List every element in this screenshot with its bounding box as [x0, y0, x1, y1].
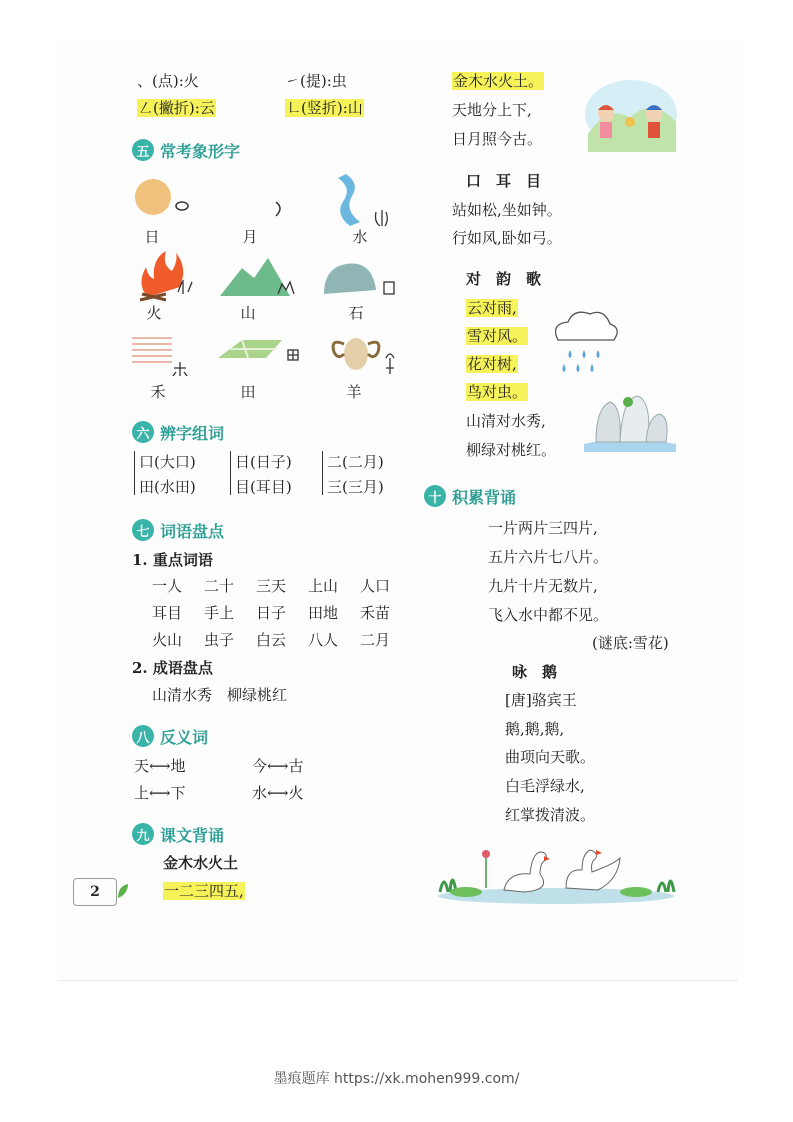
pictograph-label: 山 [240, 304, 256, 322]
section-title: 反义词 [160, 727, 209, 747]
word: 禾苗 [360, 604, 391, 622]
poem-author: [唐]骆宾王 [505, 691, 577, 709]
word-row [152, 575, 412, 597]
stroke-shuzhe: ㇗(竖折):山 [286, 99, 363, 117]
word: 八人 [308, 631, 339, 649]
bianzi-item: 目(耳目) [235, 478, 292, 496]
section-number-badge: 五 [132, 139, 154, 161]
pictograph-label: 禾 [150, 383, 166, 401]
section-title: 常考象形字 [160, 141, 241, 161]
pictograph-label: 石 [348, 304, 364, 322]
word: 一人 [152, 577, 183, 595]
poem-line: 白毛浮绿水, [505, 777, 585, 795]
poem-line: 行如风,卧如弓。 [452, 229, 562, 247]
stroke-piezhe: ㇜(撇折):云 [138, 99, 215, 117]
poem-line: 柳绿对桃红。 [466, 441, 557, 459]
poem-title: 咏 鹅 [512, 663, 558, 681]
section-title: 词语盘点 [160, 521, 225, 541]
poem-line: 鹅,鹅,鹅, [505, 720, 565, 738]
section-5-header [132, 136, 240, 164]
section-8-header [132, 722, 208, 750]
pictograph-label: 水 [352, 228, 368, 246]
poem-line: 曲项向天歌。 [505, 748, 596, 766]
children-illustration [584, 74, 678, 160]
section-title: 积累背诵 [452, 487, 517, 507]
pictograph-label: 田 [240, 383, 256, 401]
word: 白云 [256, 631, 287, 649]
mountain-water-icon [580, 392, 680, 452]
word: 火山 [152, 631, 183, 649]
antonym-pair: 今⟷古 [252, 757, 304, 775]
section-number-badge: 六 [132, 421, 154, 443]
poem-line: 金木水火土。 [453, 72, 544, 90]
antonym-pair: 水⟷火 [252, 784, 304, 802]
section-number-badge: 八 [132, 725, 154, 747]
section-title: 课文背诵 [160, 825, 225, 845]
poem-line: 日月照今古。 [452, 130, 543, 148]
riddle-answer: (谜底:雪花) [592, 634, 669, 652]
poem-line: 山清对水秀, [466, 412, 546, 430]
word-row [152, 629, 412, 651]
poem-line: 鸟对虫。 [467, 383, 528, 401]
section-10-header [424, 482, 516, 510]
bianzi-item: 三(三月) [327, 478, 384, 496]
poem-line: 天地分上下, [452, 101, 532, 119]
poem-title: 口 耳 目 [466, 172, 542, 190]
section-9-header [132, 820, 224, 848]
section-7-header [132, 516, 224, 544]
stroke-dian: 、(点):火 [137, 72, 199, 90]
poem-line: 雪对风。 [467, 327, 528, 345]
word: 上山 [308, 577, 339, 595]
word: 人口 [360, 577, 391, 595]
poem-line: 花对树, [467, 355, 517, 373]
riddle-line: 五片六片七八片。 [488, 548, 609, 566]
page-number: 2 [73, 878, 117, 906]
subheading-idioms: 2. 成语盘点 [132, 659, 213, 677]
mountain-icon [220, 258, 294, 296]
field-icon [218, 340, 298, 360]
bianzi-item: 田(水田) [139, 478, 196, 496]
poem-title: 对 韵 歌 [466, 270, 542, 288]
antonym-pair: 天⟷地 [134, 757, 186, 775]
stone-icon [324, 264, 394, 294]
bianzi-item: 日(日子) [235, 453, 292, 471]
subheading-key-words: 1. 重点词语 [132, 551, 213, 569]
section-title: 辨字组词 [160, 423, 225, 443]
poem-line: 红掌拨清波。 [505, 806, 596, 824]
section-6-header [132, 418, 224, 446]
bianzi-item: 二(二月) [327, 453, 384, 471]
word: 田地 [308, 604, 339, 622]
pictograph-label: 日 [144, 228, 160, 246]
riddle-line: 九片十片无数片, [488, 577, 598, 595]
moon-icon [228, 178, 280, 217]
section-number-badge: 十 [424, 485, 446, 507]
sun-icon [135, 179, 188, 215]
pictograph-illustrations [128, 172, 428, 402]
geese-illustration [436, 840, 682, 906]
riddle-line: 飞入水中都不见。 [488, 606, 609, 624]
word: 耳目 [152, 604, 183, 622]
word: 二十 [204, 577, 235, 595]
rain-cloud-icon [548, 308, 620, 378]
pictograph-label: 月 [242, 228, 258, 246]
pictograph-label: 火 [146, 304, 162, 322]
leaf-icon [116, 882, 130, 900]
poem-line: 一二三四五, [164, 882, 244, 900]
water-icon [338, 174, 387, 226]
footer-watermark: 墨痕题库 https://xk.mohen999.com/ [273, 1071, 520, 1087]
grain-icon [132, 338, 187, 376]
word: 三天 [256, 577, 287, 595]
word: 虫子 [204, 631, 235, 649]
word: 二月 [360, 631, 391, 649]
sheep-icon [333, 338, 394, 374]
word-row [152, 602, 412, 624]
word: 手上 [204, 604, 235, 622]
antonym-pair: 上⟷下 [134, 784, 186, 802]
bianzi-item: 口(大口) [139, 453, 196, 471]
poem-line: 站如松,坐如钟。 [452, 201, 562, 219]
section-number-badge: 九 [132, 823, 154, 845]
pictograph-label: 羊 [346, 383, 362, 401]
poem-title: 金木水火土 [163, 854, 239, 872]
poem-line: 云对雨, [467, 299, 517, 317]
idioms-line: 山清水秀 柳绿桃红 [152, 686, 288, 704]
word: 日子 [256, 604, 287, 622]
section-number-badge: 七 [132, 519, 154, 541]
stroke-ti: ㇀(提):虫 [285, 72, 347, 90]
riddle-line: 一片两片三四片, [488, 519, 598, 537]
fire-icon [140, 251, 192, 300]
